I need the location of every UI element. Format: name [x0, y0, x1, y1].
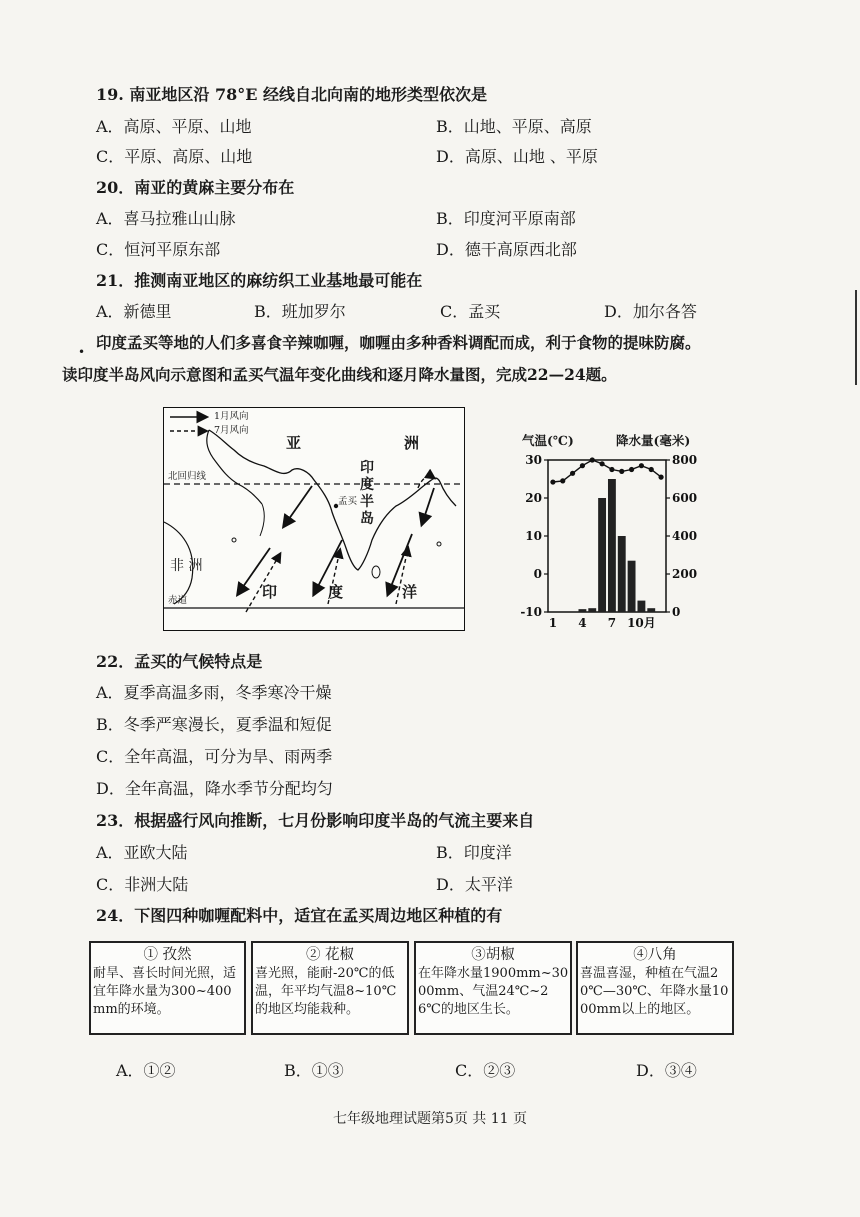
month-tick-label: 1 [548, 616, 558, 630]
chart-ylabel-right: 降水量(毫米) [616, 433, 691, 448]
temp-tick-label: 10 [525, 529, 542, 543]
temperature-point [590, 457, 595, 462]
q20-stem: 20．南亚的黄麻主要分布在 [96, 178, 295, 197]
asia-label-2: 洲 [404, 434, 420, 452]
equator-label: 赤道 [168, 595, 188, 606]
q23-option-c: C．非洲大陆 [96, 875, 189, 894]
q22-option-b: B．冬季严寒漫长，夏季温和短促 [96, 715, 332, 734]
precip-bar [588, 608, 596, 612]
intro-line-1: 印度孟买等地的人们多喜食辛辣咖喱，咖喱由多种香料调配而成，利于食物的提味防腐。 [96, 333, 701, 352]
temperature-point [658, 475, 663, 480]
ocean-label-2: 度 [328, 583, 344, 601]
mumbai-label: 孟买 [338, 496, 358, 507]
q19-option-b: B．山地、平原、高原 [436, 117, 592, 136]
spice-box-star-anise [576, 941, 734, 1035]
spice-box-title: ① 孜然 [143, 947, 192, 963]
climate-chart-svg [518, 432, 698, 632]
q20-option-a: A．喜马拉雅山山脉 [96, 209, 236, 228]
precip-bar [598, 498, 606, 612]
legend-jul-label: 7月风向 [214, 425, 249, 436]
temp-tick-label: 0 [533, 567, 542, 581]
mumbai-climate-chart [518, 432, 698, 632]
month-tick-label: 10月 [627, 616, 656, 630]
spice-box-title: ④八角 [633, 947, 677, 963]
q24-option-d: D．③④ [636, 1061, 697, 1080]
temperature-point [550, 479, 555, 484]
spice-box-body: 耐旱、喜长时间光照，适宜年降水量为300~400mm的环境。 [93, 966, 237, 1017]
asia-label-1: 亚 [286, 434, 302, 452]
ocean-label-1: 印 [262, 583, 278, 601]
q19-option-a: A．高原、平原、山地 [96, 117, 252, 136]
q19-stem: 19. 南亚地区沿 78°E 经线自北向南的地形类型依次是 [96, 85, 488, 104]
q24-option-c: C．②③ [455, 1061, 516, 1080]
spice-box-body: 在年降水量1900mm~3000mm、气温24℃~26℃的地区生长。 [418, 966, 569, 1017]
spice-box-title: ② 花椒 [305, 947, 355, 963]
spice-box-sichuan-pepper [251, 941, 409, 1035]
month-tick-label: 7 [607, 616, 617, 630]
precip-tick-label: 600 [672, 491, 698, 505]
scan-dot: • [78, 345, 86, 359]
precip-bar [578, 609, 586, 612]
precip-bar [628, 561, 636, 612]
q22-option-c: C．全年高温，可分为旱、雨两季 [96, 747, 333, 766]
intro-line-2: 读印度半岛风向示意图和孟买气温年变化曲线和逐月降水量图，完成22—24题。 [62, 365, 617, 384]
page-footer: 七年级地理试题第5页 共 11 页 [332, 1111, 528, 1127]
q19-option-c: C．平原、高原、山地 [96, 147, 253, 166]
q24-stem: 24．下图四种咖喱配料中，适宜在孟买周边地区种植的有 [96, 906, 503, 925]
spice-box-pepper [414, 941, 572, 1035]
india-wind-map [163, 407, 465, 631]
q21-option-a: A．新德里 [96, 302, 172, 321]
temp-tick-label: -10 [520, 605, 542, 619]
temperature-point [580, 463, 585, 468]
precip-tick-label: 0 [672, 605, 681, 619]
temp-tick-label: 20 [525, 491, 542, 505]
spice-box-body: 喜温喜湿，种植在气温20℃—30℃、年降水量1000mm以上的地区。 [580, 966, 729, 1017]
spice-box-cumin [89, 941, 246, 1035]
peninsula-label: 印度半岛 [360, 460, 374, 527]
month-tick-label: 4 [578, 616, 587, 630]
temperature-point [599, 461, 604, 466]
q20-option-b: B．印度河平原南部 [436, 209, 576, 228]
chart-frame [548, 460, 666, 612]
q23-option-a: A．亚欧大陆 [96, 843, 188, 862]
q23-option-b: B．印度洋 [436, 843, 512, 862]
q22-option-d: D．全年高温，降水季节分配均匀 [96, 779, 333, 798]
q23-option-d: D．太平洋 [436, 875, 513, 894]
legend-jan-label: 1月风向 [214, 411, 249, 422]
q21-option-c: C．孟买 [440, 302, 501, 321]
q24-option-a: A．①② [116, 1061, 176, 1080]
q22-option-a: A．夏季高温多雨，冬季寒冷干燥 [96, 683, 332, 702]
precip-bar [608, 479, 616, 612]
temperature-point [649, 467, 654, 472]
q24-option-b: B．①③ [284, 1061, 344, 1080]
temperature-point [570, 471, 575, 476]
q20-option-c: C．恒河平原东部 [96, 240, 221, 259]
precip-tick-label: 400 [672, 529, 698, 543]
spice-box-body: 喜光照，能耐-20℃的低温，年平均气温8~10℃的地区均能栽种。 [255, 966, 397, 1017]
tropic-label: 北回归线 [168, 471, 207, 482]
spice-box-title: ③胡椒 [471, 947, 515, 963]
ocean-label-3: 洋 [402, 583, 418, 601]
q21-stem: 21．推测南亚地区的麻纺织工业基地最可能在 [96, 271, 423, 290]
temperature-point [629, 467, 634, 472]
q19-option-d: D．高原、山地 、平原 [436, 147, 598, 166]
q20-option-d: D．德干高原西北部 [436, 240, 577, 259]
precip-tick-label: 800 [672, 453, 698, 467]
precip-bar [637, 601, 645, 612]
temperature-point [639, 463, 644, 468]
page-edge-mark [855, 290, 857, 385]
precip-tick-label: 200 [672, 567, 698, 581]
temperature-point [560, 478, 565, 483]
chart-ylabel-left: 气温(℃) [522, 433, 574, 448]
precip-bar [618, 536, 626, 612]
temp-tick-label: 30 [525, 453, 542, 467]
temperature-point [609, 467, 614, 472]
q21-option-b: B．班加罗尔 [254, 302, 346, 321]
temperature-line [553, 460, 661, 482]
q21-option-d: D．加尔各答 [604, 302, 697, 321]
temperature-point [619, 469, 624, 474]
precip-bar [647, 608, 655, 612]
q22-stem: 22．孟买的气候特点是 [96, 652, 263, 671]
africa-label: 非 洲 [170, 558, 203, 574]
q23-stem: 23．根据盛行风向推断，七月份影响印度半岛的气流主要来自 [96, 811, 535, 830]
